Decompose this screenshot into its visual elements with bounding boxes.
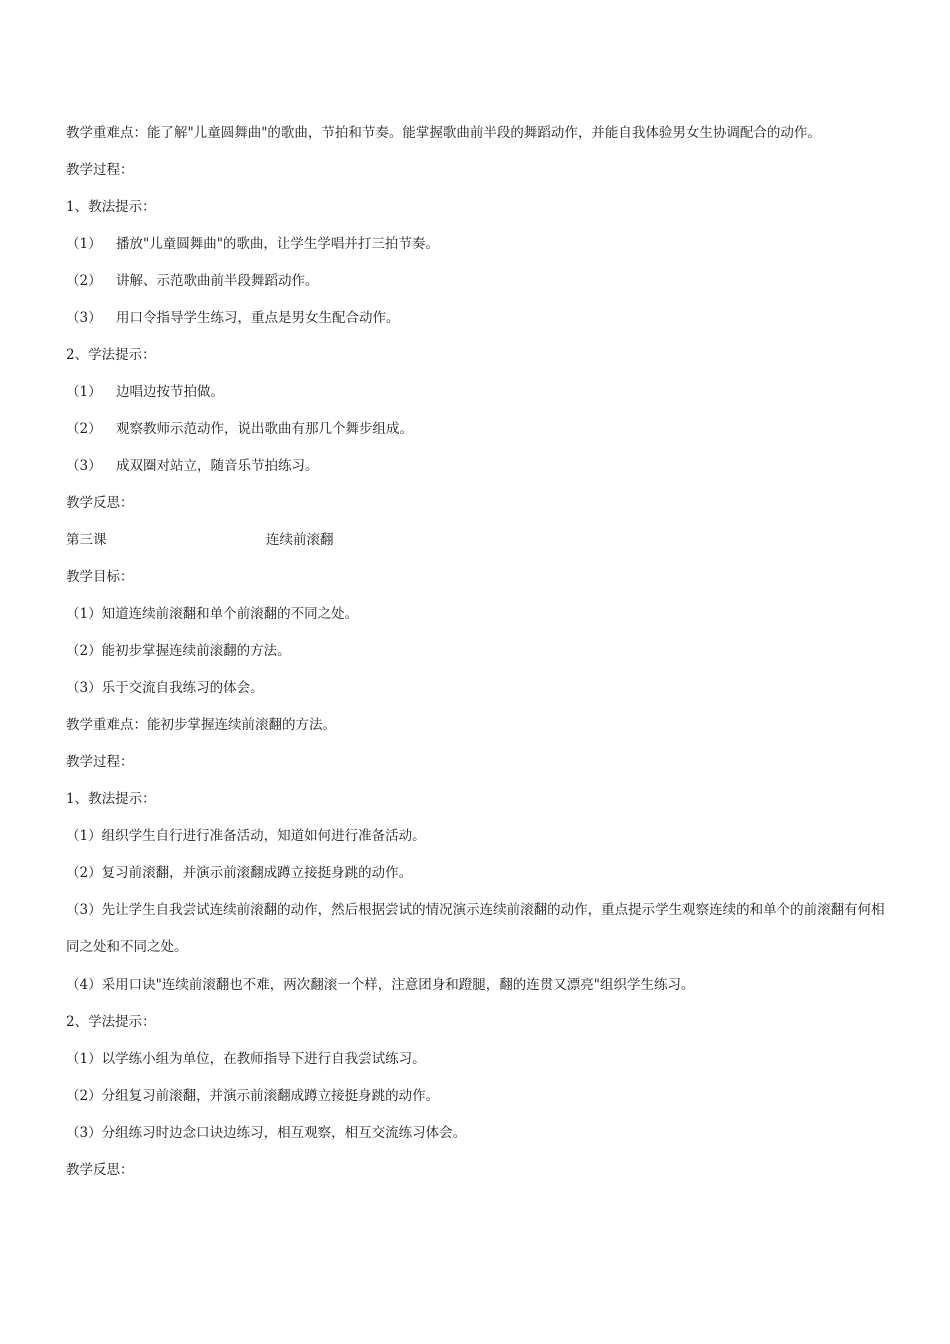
- goal-item: （1）知道连续前滚翻和单个前滚翻的不同之处。: [66, 606, 359, 622]
- learning-heading-1: 2、学法提示：: [66, 347, 156, 363]
- document-page: [66, 124, 896, 1198]
- reflection-2: 教学反思：: [66, 1162, 134, 1178]
- item-text: 讲解、示范歌曲前半段舞蹈动作。: [116, 273, 319, 289]
- learning-item: [66, 457, 896, 475]
- teaching-item: （4）采用口诀"连续前滚翻也不难，两次翻滚一个样，注意团身和蹬腿，翻的连贯又漂亮"组织学生练习。: [66, 977, 695, 993]
- learning-heading-2: 2、学法提示：: [66, 1014, 156, 1030]
- item-text: 用口令指导学生练习，重点是男女生配合动作。: [116, 310, 400, 326]
- item-text: 播放"儿童圆舞曲"的歌曲，让学生学唱并打三拍节奏。: [116, 236, 439, 252]
- process-heading-2: 教学过程：: [66, 754, 134, 770]
- item-number: （3）: [66, 310, 102, 326]
- learning-item: （2）分组复习前滚翻，并演示前滚翻成蹲立接挺身跳的动作。: [66, 1088, 440, 1104]
- teaching-item: [66, 309, 896, 327]
- lesson-heading: [66, 531, 896, 549]
- learning-item: [66, 420, 896, 438]
- item-number: （2）: [66, 273, 102, 289]
- teaching-item: （1）组织学生自行进行准备活动，知道如何进行准备活动。: [66, 828, 426, 844]
- teaching-item: （2）复习前滚翻，并演示前滚翻成蹲立接挺身跳的动作。: [66, 865, 413, 881]
- goal-item: （3）乐于交流自我练习的体会。: [66, 680, 264, 696]
- teaching-item: [66, 235, 896, 253]
- item-text: 成双圈对站立，随音乐节拍练习。: [116, 458, 319, 474]
- process-heading-1: 教学过程：: [66, 162, 134, 178]
- teaching-heading-1: 1、教法提示：: [66, 199, 156, 215]
- item-text: 边唱边按节拍做。: [116, 384, 224, 400]
- teaching-heading-2: 1、教法提示：: [66, 791, 156, 807]
- key-points-2: 教学重难点：能初步掌握连续前滚翻的方法。: [66, 717, 336, 733]
- learning-item: （3）分组练习时边念口诀边练习，相互观察，相互交流练习体会。: [66, 1125, 467, 1141]
- goals-heading: 教学目标：: [66, 569, 134, 585]
- item-text: 观察教师示范动作，说出歌曲有那几个舞步组成。: [116, 421, 413, 437]
- goal-item: （2）能初步掌握连续前滚翻的方法。: [66, 643, 291, 659]
- lesson-label: 第三课: [66, 532, 107, 548]
- item-number: （1）: [66, 384, 102, 400]
- item-number: （3）: [66, 458, 102, 474]
- teaching-item: [66, 272, 896, 290]
- teaching-item: （3）先让学生自我尝试连续前滚翻的动作，然后根据尝试的情况演示连续前滚翻的动作，重点提示学生观察连续的和单个的前滚翻有何相同之处和不同之处。: [66, 902, 885, 955]
- item-number: （2）: [66, 421, 102, 437]
- key-points-1: 教学重难点：能了解"儿童圆舞曲"的歌曲，节拍和节奏。能掌握歌曲前半段的舞蹈动作，并能自我体验男女生协调配合的动作。: [66, 125, 821, 141]
- lesson-title: 连续前滚翻: [266, 532, 334, 548]
- item-number: （1）: [66, 236, 102, 252]
- learning-item: （1）以学练小组为单位，在教师指导下进行自我尝试练习。: [66, 1051, 426, 1067]
- reflection-1: 教学反思：: [66, 495, 134, 511]
- learning-item: [66, 383, 896, 401]
